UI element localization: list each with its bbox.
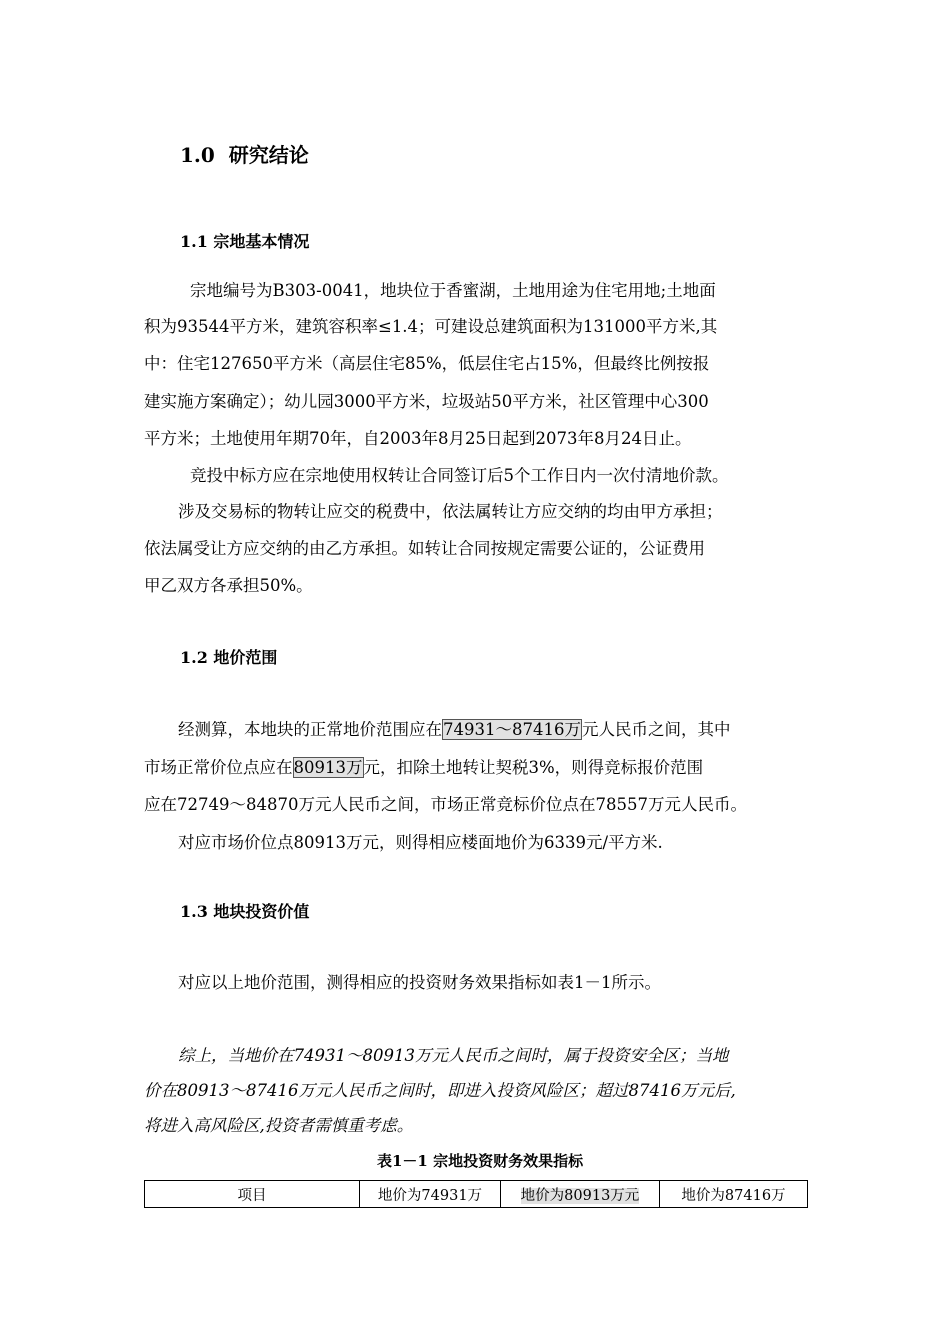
text-segment: 元人民币之间，其中 xyxy=(581,720,731,739)
paragraph-line: 竞投中标方应在宗地使用权转让合同签订后5个工作日内一次付清地价款。 xyxy=(190,466,729,485)
table-header-cell: 项目 xyxy=(145,1181,360,1208)
paragraph-line: 对应以上地价范围，测得相应的投资财务效果指标如表1－1所示。 xyxy=(178,973,661,992)
section-title xyxy=(180,139,309,168)
paragraph-line: 甲乙双方各承担50%。 xyxy=(144,576,313,595)
table-caption: 表1－1 宗地投资财务效果指标 xyxy=(377,1152,584,1170)
paragraph-line: 中：住宅127650平方米（高层住宅85%，低层住宅占15%，但最终比例按报 xyxy=(144,354,710,373)
paragraph-line: 平方米；土地使用年期70年，自2003年8月25日起到2073年8月24日止。 xyxy=(144,429,692,448)
text-segment: 市场正常价位点应在 xyxy=(144,758,293,777)
heading-1-1: 1.1 宗地基本情况 xyxy=(180,232,310,251)
price-range-line xyxy=(178,716,730,740)
heading-1-2: 1.2 地价范围 xyxy=(180,648,278,667)
summary-line: 综上，当地价在74931～80913万元人民币之间时，属于投资安全区；当地 xyxy=(178,1046,729,1065)
text-segment: 经测算，本地块的正常地价范围应在 xyxy=(178,720,442,739)
table-header-cell xyxy=(501,1181,660,1208)
section-number: 1.0 xyxy=(180,143,215,167)
paragraph-line: 建实施方案确定）；幼儿园3000平方米，垃圾站50平方米，社区管理中心300 xyxy=(144,392,709,411)
text-segment: 元，扣除土地转让契税3%，则得竞标报价范围 xyxy=(363,758,704,777)
section-title-text: 研究结论 xyxy=(228,143,309,167)
paragraph-line: 对应市场价位点80913万元，则得相应楼面地价为6339元/平方米. xyxy=(178,833,663,852)
paragraph-line: 应在72749～84870万元人民币之间，市场正常竞标价位点在78557万元人民币。 xyxy=(144,795,747,814)
paragraph-line: 涉及交易标的物转让应交的税费中，依法属转让方应交纳的均由甲方承担； xyxy=(178,502,723,521)
highlighted-market-price: 80913万 xyxy=(293,758,363,777)
table-header-row xyxy=(145,1181,808,1208)
paragraph-line: 依法属受让方应交纳的由乙方承担。如转让合同按规定需要公证的，公证费用 xyxy=(144,539,705,558)
highlighted-price-range: 74931～87416万 xyxy=(443,720,581,739)
paragraph-line: 积为93544平方米，建筑容积率≤1.4；可建设总建筑面积为131000平方米,其 xyxy=(144,317,718,336)
table-header-cell: 地价为87416万 xyxy=(660,1181,808,1208)
summary-line: 将进入高风险区,投资者需慎重考虑。 xyxy=(144,1116,414,1135)
summary-line: 价在80913～87416万元人民币之间时，即进入投资风险区；超过87416万元后, xyxy=(144,1081,736,1100)
heading-1-3: 1.3 地块投资价值 xyxy=(180,902,310,921)
paragraph-line: 宗地编号为B303-0041，地块位于香蜜湖，土地用途为住宅用地;土地面 xyxy=(190,281,716,300)
market-price-line xyxy=(144,754,703,778)
table-header-cell: 地价为74931万 xyxy=(360,1181,501,1208)
financial-table xyxy=(144,1180,808,1208)
highlighted-header: 地价为80913万元 xyxy=(520,1187,640,1204)
